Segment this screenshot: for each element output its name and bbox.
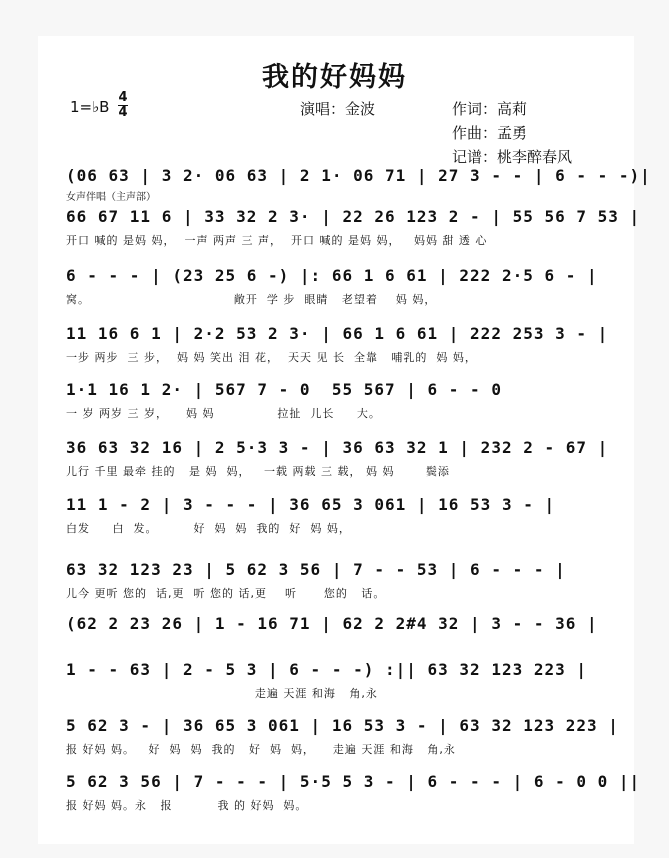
- vocal-note: 女声伴唱（主声部）: [66, 192, 156, 203]
- lyricist-credit: 作词：高莉: [452, 100, 528, 118]
- notation-line: 11 1 - 2 | 3 - - - | 36 65 3 061 | 16 53 3 - |: [66, 495, 556, 514]
- notation-line: (62 2 23 26 | 1 - 16 71 | 62 2 2#4 32 | 3 - - 36 |: [66, 614, 598, 633]
- notation-line: 5 62 3 56 | 7 - - - | 5·5 5 3 - | 6 - - - | 6 - 0 0 ||: [66, 772, 641, 791]
- lyrics-line: 一 岁 两岁 三 岁， 妈 妈 拉扯 儿长 大。: [66, 407, 381, 420]
- lyrics-line: 儿今 更听 您的 话,更 听 您的 话,更 听 您的 话。: [66, 587, 386, 600]
- lyrics-line: 报 好妈 妈。 好 妈 妈 我的 好 妈 妈， 走遍 天涯 和海 角,永: [66, 743, 456, 756]
- singer-credit: 演唱：金波: [300, 100, 376, 118]
- notation-line: 1·1 16 1 2· | 567 7 - 0 55 567 | 6 - - 0: [66, 380, 502, 399]
- notation-line: 6 - - - | (23 25 6 -) |: 66 1 6 61 | 222 2·5 6 - |: [66, 266, 598, 285]
- time-signature-top: 4: [118, 90, 128, 105]
- lyrics-line: 走遍 天涯 和海 角,永: [66, 687, 378, 700]
- notation-line: 11 16 6 1 | 2·2 53 2 3· | 66 1 6 61 | 222 253 3 - |: [66, 324, 609, 343]
- lyrics-line: 报 好妈 妈。永 报 我 的 好妈 妈。: [66, 799, 308, 812]
- notation-line: 36 63 32 16 | 2 5·3 3 - | 36 63 32 1 | 232 2 - 67 |: [66, 438, 609, 457]
- song-title: 我的好妈妈: [262, 62, 407, 93]
- time-signature: [118, 92, 128, 119]
- lyrics-line: 开口 喊的 是妈 妈， 一声 两声 三 声， 开口 喊的 是妈 妈， 妈妈 甜 透 心: [66, 234, 488, 247]
- lyrics-line: 儿行 千里 最牵 挂的 是 妈 妈， 一载 两载 三 载， 妈 妈 鬓添: [66, 465, 450, 478]
- lyrics-line: 一步 两步 三 步， 妈 妈 笑出 泪 花， 天天 见 长 全靠 哺乳的 妈 妈，: [66, 351, 477, 364]
- notation-line: 1 - - 63 | 2 - 5 3 | 6 - - -) :|| 63 32 123 223 |: [66, 660, 588, 679]
- lyrics-line: 窝。 敞开 学 步 眼睛 老望着 妈 妈，: [66, 293, 437, 306]
- notation-line: (06 63 | 3 2· 06 63 | 2 1· 06 71 | 27 3 - - | 6 - - -)|: [66, 166, 651, 185]
- time-signature-bottom: 4: [118, 105, 128, 120]
- transcriber-credit: 记谱：桃李醉春风: [452, 148, 573, 166]
- notation-line: 63 32 123 23 | 5 62 3 56 | 7 - - 53 | 6 - - - |: [66, 560, 566, 579]
- key-signature: 1=♭B: [70, 98, 110, 116]
- composer-credit: 作曲：孟勇: [452, 124, 528, 142]
- notation-line: 66 67 11 6 | 33 32 2 3· | 22 26 123 2 - | 55 56 7 53 |: [66, 207, 641, 226]
- lyrics-line: 白发 白 发。 好 妈 妈 我的 好 妈 妈，: [66, 522, 351, 535]
- notation-line: 5 62 3 - | 36 65 3 061 | 16 53 3 - | 63 32 123 223 |: [66, 716, 619, 735]
